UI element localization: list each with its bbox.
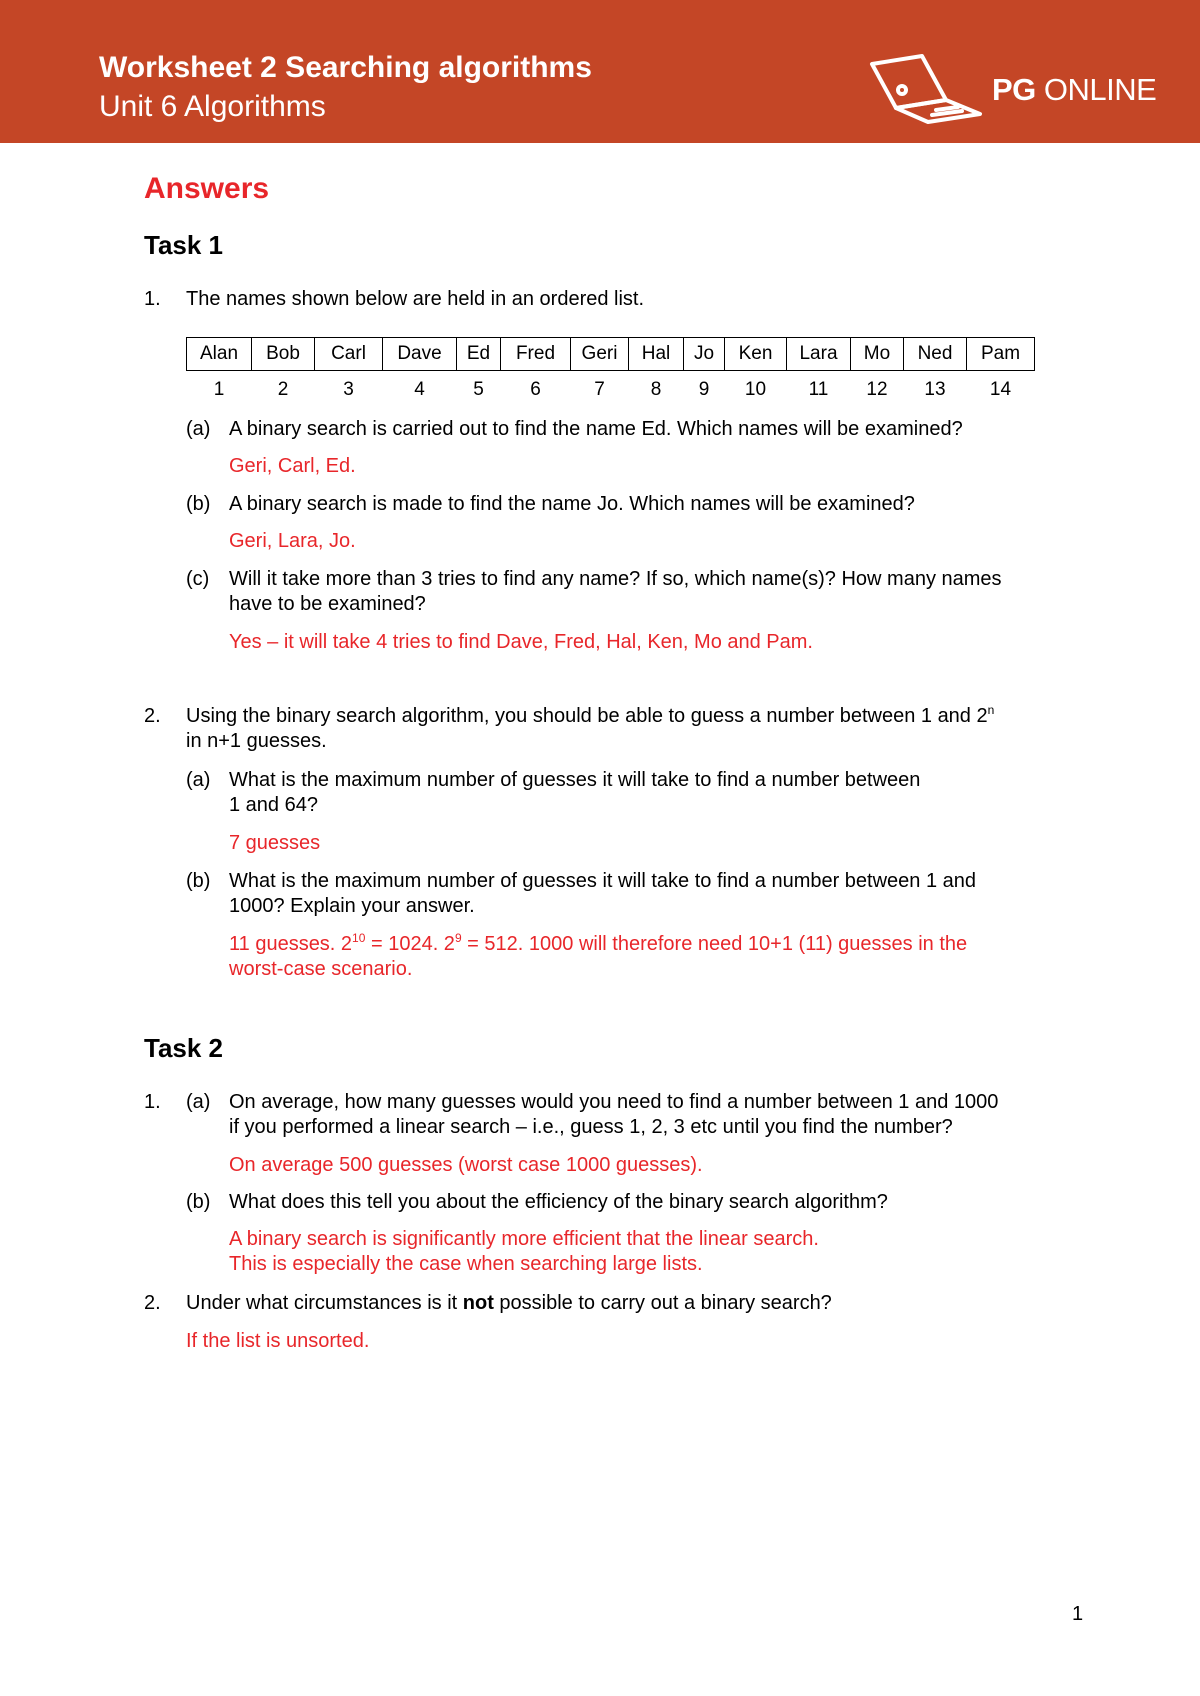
index-cell: 4 bbox=[414, 379, 425, 400]
logo-wordmark bbox=[992, 72, 1156, 108]
index-cell: 3 bbox=[343, 379, 354, 400]
task1-q1b-label: (b) bbox=[186, 493, 211, 515]
laptop-icon bbox=[866, 54, 986, 126]
index-cell: 13 bbox=[924, 379, 946, 400]
index-cell: 11 bbox=[808, 379, 829, 400]
task2-q2-answer: If the list is unsorted. bbox=[186, 1330, 370, 1352]
header-banner bbox=[0, 0, 1200, 143]
task1-q1c-question-line1: Will it take more than 3 tries to find any name? If so, which name(s)? How many names bbox=[229, 568, 1002, 590]
index-cell: 10 bbox=[744, 379, 767, 400]
task2-q2-text-pre: Under what circumstances is it bbox=[186, 1292, 463, 1314]
task1-q2-exponent: n bbox=[987, 703, 995, 717]
task1-q2b-label: (b) bbox=[186, 870, 211, 892]
name-cell: Fred bbox=[501, 338, 571, 371]
task1-q2b-answer-exp1: 10 bbox=[352, 931, 366, 945]
name-cell: Ken bbox=[725, 338, 787, 371]
name-cell: Hal bbox=[629, 338, 684, 371]
task2-q2-question bbox=[186, 1291, 832, 1316]
name-cell: Carl bbox=[315, 338, 383, 371]
task1-q1-text: The names shown below are held in an ordered list. bbox=[186, 288, 645, 310]
task1-q1a-label: (a) bbox=[186, 418, 211, 440]
task2-q1a-answer: On average 500 guesses (worst case 1000 guesses). bbox=[229, 1154, 703, 1176]
task1-q2-number: 2. bbox=[144, 705, 161, 727]
task1-q2a-answer: 7 guesses bbox=[229, 832, 321, 854]
page-number: 1 bbox=[1072, 1603, 1084, 1625]
task1-q1a-answer: Geri, Carl, Ed. bbox=[229, 455, 356, 477]
index-cell: 6 bbox=[530, 379, 541, 400]
task2-q1b-answer-line2: This is especially the case when searching large lists. bbox=[229, 1253, 703, 1275]
task1-q2b-answer-exp2: 9 bbox=[454, 931, 462, 945]
task1-q2-text-line2: in n+1 guesses. bbox=[186, 730, 327, 752]
index-cell: 5 bbox=[473, 379, 484, 400]
name-cell: Dave bbox=[383, 338, 457, 371]
ordered-names-table bbox=[186, 337, 1035, 409]
task1-heading: Task 1 bbox=[144, 230, 224, 260]
answers-heading: Answers bbox=[144, 172, 270, 205]
task1-q1a-question: A binary search is carried out to find the name Ed. Which names will be examined? bbox=[229, 418, 963, 440]
unit-subtitle: Unit 6 Algorithms bbox=[99, 90, 326, 123]
index-cell: 14 bbox=[989, 379, 1012, 400]
task1-q2b-answer-part3: = 512. 1000 will therefore need 10+1 (11) guesses in the bbox=[461, 933, 968, 955]
name-cell: Mo bbox=[851, 338, 904, 371]
name-cell: Geri bbox=[571, 338, 629, 371]
task1-q2b-question-line1: What is the maximum number of guesses it will take to find a number between 1 and bbox=[229, 870, 977, 892]
name-cell: Ned bbox=[904, 338, 967, 371]
names-row bbox=[187, 338, 1035, 371]
task2-q1b-label: (b) bbox=[186, 1191, 211, 1213]
task1-q1c-answer: Yes – it will take 4 tries to find Dave, Fred, Hal, Ken, Mo and Pam. bbox=[229, 631, 813, 653]
task1-q2b-answer-line2: worst-case scenario. bbox=[229, 958, 413, 980]
task2-q1a-question-line1: On average, how many guesses would you need to find a number between 1 and 1000 bbox=[229, 1091, 999, 1113]
indices-row bbox=[187, 371, 1035, 410]
task2-q1-number: 1. bbox=[144, 1091, 161, 1113]
task1-q1b-question: A binary search is made to find the name Jo. Which names will be examined? bbox=[229, 493, 915, 515]
task1-q2a-label: (a) bbox=[186, 769, 211, 791]
task1-q2b-question-line2: 1000? Explain your answer. bbox=[229, 895, 475, 917]
index-cell: 9 bbox=[698, 379, 710, 400]
index-cell: 2 bbox=[277, 379, 289, 400]
task1-q2a-question-line2: 1 and 64? bbox=[229, 794, 318, 816]
index-cell: 8 bbox=[650, 379, 662, 400]
task1-q2-text-main: Using the binary search algorithm, you should be able to guess a number between 1 and 2 bbox=[186, 705, 988, 727]
task1-q2b-answer-part2: = 1024. 2 bbox=[365, 933, 455, 955]
task2-heading: Task 2 bbox=[144, 1033, 224, 1063]
task1-q2-text-line1 bbox=[186, 704, 994, 729]
logo-wordmark-bold: PG bbox=[992, 72, 1036, 107]
task1-q2a-question-line1: What is the maximum number of guesses it will take to find a number between bbox=[229, 769, 921, 791]
worksheet-title: Worksheet 2 Searching algorithms bbox=[99, 51, 592, 84]
name-cell: Jo bbox=[684, 338, 725, 371]
name-cell: Alan bbox=[187, 338, 252, 371]
task2-q1b-question: What does this tell you about the efficiency of the binary search algorithm? bbox=[229, 1191, 888, 1213]
task2-q1b-answer-line1: A binary search is significantly more efficient that the linear search. bbox=[229, 1228, 819, 1250]
task2-q1a-question-line2: if you performed a linear search – i.e., guess 1, 2, 3 etc until you find the number? bbox=[229, 1116, 953, 1138]
name-cell: Bob bbox=[252, 338, 315, 371]
task1-q1b-answer: Geri, Lara, Jo. bbox=[229, 530, 356, 552]
index-cell: 7 bbox=[594, 379, 605, 400]
task1-q2b-answer-part1: 11 guesses. 2 bbox=[229, 933, 353, 955]
task2-q2-number: 2. bbox=[144, 1292, 161, 1314]
name-cell: Pam bbox=[967, 338, 1035, 371]
task1-q1c-label: (c) bbox=[186, 568, 210, 590]
name-cell: Lara bbox=[787, 338, 851, 371]
index-cell: 12 bbox=[866, 379, 888, 400]
logo-wordmark-rest: ONLINE bbox=[1043, 72, 1157, 107]
task2-q2-text-post: possible to carry out a binary search? bbox=[493, 1292, 832, 1314]
index-cell: 1 bbox=[213, 379, 225, 400]
task1-q1-number: 1. bbox=[144, 288, 161, 310]
task1-q2b-answer-line1 bbox=[229, 932, 967, 957]
task1-q1c-question-line2: have to be examined? bbox=[229, 593, 426, 615]
name-cell: Ed bbox=[457, 338, 501, 371]
task2-q2-text-bold: not bbox=[462, 1292, 494, 1314]
task2-q1a-label: (a) bbox=[186, 1091, 211, 1113]
pg-online-logo bbox=[866, 54, 1166, 126]
